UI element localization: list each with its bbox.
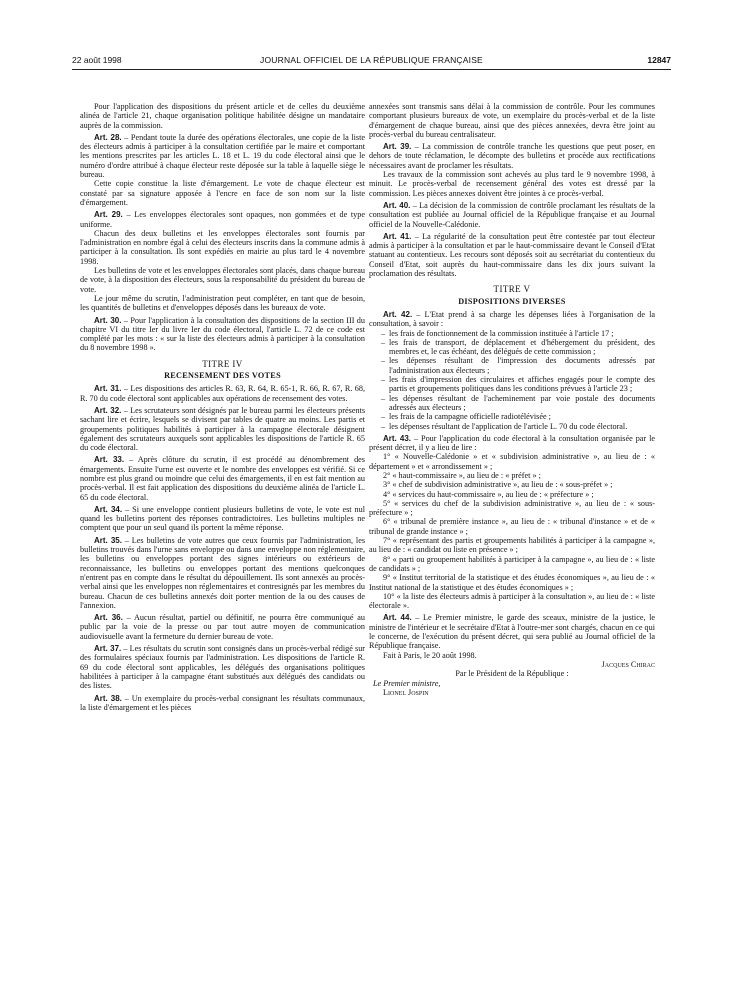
- article-label: Art. 33.: [94, 455, 125, 465]
- article-text: Aucun résultat, partiel ou définitif, ne pourra être communiqué au public par la voie de la presse ou par tout autre moyen de communication audiovisuelle avant la fermeture du dernier bureau de vote.: [80, 613, 365, 641]
- article-text: Un exemplaire du procès-verbal consignant les résultats communaux, la liste d'émargement et les pièces: [80, 693, 366, 712]
- article-35: Art. 35. – Les bulletins de vote autres que ceux fournis par l'administration, les bulletins trouvés dans l'urne sans enveloppe ou dans une enveloppe non réglementaire, les bulletins ou enveloppes portant des signes intérieurs ou extérieurs de reconnaissance, les bulletins ou enveloppes portant des mentions quelconques n'entrent pas en compte dans le résultat du dépouillement. Ils sont annexés au procès-verbal ainsi que les enveloppes non réglementaires et contresignés par les membres du bureau. Chacun de ces bulletins annexés doit porter mention de la ou des causes de l'annexion.: [80, 535, 366, 610]
- paragraph: Chacun des deux bulletins et les enveloppes électorales sont fournis par l'administration en nombre égal à celui des électeurs inscrits dans la commune admis à participer à la consultation. Ils sont expédiés en mairie au plus tard le 4 novembre 1998.: [80, 228, 365, 266]
- article-label: Art. 37.: [94, 644, 122, 654]
- article-label: Art. 36.: [94, 613, 123, 623]
- article-text: Le Premier ministre, le garde des sceaux, ministre de la justice, le ministre de l'intérieur et le secrétaire d'Etat à l'outre-mer sont chargés, chacun en ce qui le concerne, de l'exécution du présent décret, qui sera publié au Journal officiel de la République française.: [369, 613, 656, 651]
- article-43: Art. 43. – Pour l'application du code électoral à la consultation organisée par le présent décret, il y a lieu de lire :: [369, 433, 656, 453]
- article-31: Art. 31. – Les dispositions des articles R. 63, R. 64, R. 65-1, R. 66, R. 67, R. 68, R. 70 du code électoral sont applicables aux opérations de recensement des votes.: [80, 384, 366, 403]
- paragraph: Le jour même du scrutin, l'administration peut compléter, en tant que de besoin, les quantités de bulletins et d'enveloppes déposés dans les bureaux de vote.: [80, 293, 365, 313]
- article-28: Art. 28. – Pendant toute la durée des opérations électorales, une copie de la liste des électeurs admis à participer à la consultation certifiée par le maire et comportant les mentions prescrites par les articles L. 18 et L. 19 du code électoral ainsi que le numéro d'ordre attribué à chaque électeur reste déposée sur la table à laquelle siège le bureau.: [80, 132, 365, 180]
- article-38: Art. 38. – Un exemplaire du procès-verbal consignant les résultats communaux, la liste d'émargement et les pièces: [80, 693, 366, 712]
- list-item: 1° « Nouvelle-Calédonie » et « subdivision administrative », au lieu de : « département » et « arrondissement » ;: [369, 452, 655, 471]
- article-39: Art. 39. – La commission de contrôle tranche les questions que peut poser, en dehors de toute réclamation, le décompte des bulletins et procède aux rectifications nécessaires avant de proclamer les résultats.: [369, 142, 655, 170]
- article-32: Art. 32. – Les scrutateurs sont désignés par le bureau parmi les électeurs présents sachant lire et écrire, lesquels se divisent par tables de quatre au moins. Les partis et groupements politiques habilités à participer à la campagne électorale désignent également des scrutateurs auxquels sont applicables les dispositions de l'article R. 65 du code électoral.: [80, 405, 366, 453]
- article-label: Art. 28.: [94, 132, 122, 142]
- article-text: Les résultats du scrutin sont consignés dans un procès-verbal rédigé sur des formulaires spéciaux fournis par l'administration. Les dispositions de l'article R. 69 du code électoral sont applicables, les délégués des organisations politiques habilitées à participer à la campagne étant substitués aux délégués des candidats ou des listes.: [80, 644, 366, 691]
- header-page-number: 12847: [647, 55, 671, 65]
- article-text: Pour l'application à la consultation des dispositions de la section III du chapitre VI du titre Ier du livre Ier du code électoral, l'article L. 72 de ce code est complété par les mots : « sur la liste des électeurs admis à participer à la consultation du 8 novembre 1998 ».: [80, 315, 365, 353]
- titre-subheading: RECENSEMENT DES VOTES: [164, 371, 281, 381]
- article-label: Art. 44.: [383, 613, 412, 623]
- article-36: Art. 36. – Aucun résultat, partiel ou définitif, ne pourra être communiqué au public par la voie de la presse ou par tout autre moyen de communication audiovisuelle avant la fermeture du dernier bureau de vote.: [80, 613, 365, 641]
- paragraph: Les bulletins de vote et les enveloppes électorales sont placés, dans chaque bureau de vote, à la disposition des électeurs, sous la responsabilité du président du bureau de vote.: [80, 266, 365, 294]
- article-label: Art. 30.: [94, 315, 122, 325]
- header-journal-title: JOURNAL OFFICIEL DE LA RÉPUBLIQUE FRANÇAISE: [260, 55, 483, 65]
- header-rule: [72, 69, 671, 70]
- list-item: 2° « haut-commissaire », au lieu de : « préfet » ;: [383, 470, 541, 480]
- list-item: 3° « chef de subdivision administrative », au lieu de : « sous-préfet » ;: [383, 480, 613, 490]
- article-44: Art. 44. – Le Premier ministre, le garde des sceaux, ministre de la justice, le ministre de l'intérieur et le secrétaire d'Etat à l'outre-mer sont chargés, chacun en ce qui le concerne, de l'exécution du présent décret, qui sera publié au Journal officiel de la République française.: [369, 613, 656, 651]
- list-item: 9° « Institut territorial de la statistique et des études économiques », au lieu de : « Institut national de la statistique et des études économiques » ;: [369, 573, 655, 592]
- article-text: La décision de la commission de contrôle proclamant les résultats de la consultation est publiée au Journal officiel de la République française et au Journal officiel de la Nouvelle-Calédonie.: [369, 200, 656, 229]
- signature-president: Jacques Chirac: [601, 659, 655, 669]
- article-label: Art. 35.: [94, 535, 122, 545]
- article-text: L'Etat prend à sa charge les dépenses liées à l'organisation de la consultation, à savoir :: [369, 309, 656, 329]
- paragraph: Les travaux de la commission sont achevés au plus tard le 9 novembre 1998, à minuit. Le procès-verbal de recensement général des votes est dressé par la commission. Les pièces annexes doivent être jointes à ce procès-verbal.: [369, 170, 655, 198]
- article-label: Art. 32.: [94, 405, 122, 415]
- article-34: Art. 34. – Si une enveloppe contient plusieurs bulletins de vote, le vote est nul quand les bulletins portent des réponses contradictoires. Les bulletins multiples ne comptent que pour un seul quand ils portent la même réponse.: [80, 504, 366, 533]
- article-label: Art. 42.: [383, 309, 413, 319]
- list-item: – les dépenses résultant de l'application de l'article L. 70 du code électoral.: [369, 422, 655, 431]
- article-label: Art. 40.: [383, 200, 411, 210]
- article-label: Art. 34.: [94, 504, 123, 514]
- article-42: Art. 42. – L'Etat prend à sa charge les dépenses liées à l'organisation de la consultation, à savoir :: [369, 309, 656, 329]
- list-item: – les frais de fonctionnement de la commission instituée à l'article 17 ;: [369, 329, 655, 338]
- date-line: Fait à Paris, le 20 août 1998.: [383, 650, 477, 660]
- paragraph: annexées sont transmis sans délai à la commission de contrôle. Pour les communes comportant plusieurs bureaux de vote, un exemplaire du procès-verbal et de la liste d'émargement de chaque bureau, ainsi que des pièces annexées, devra être joint au procès-verbal du bureau centralisateur.: [369, 102, 655, 139]
- article-label: Art. 43.: [383, 433, 412, 443]
- article-30: Art. 30. – Pour l'application à la consultation des dispositions de la section III du chapitre VI du titre Ier du livre Ier du code électoral, l'article L. 72 de ce code est complété par les mots : « sur la liste des électeurs admis à participer à la consultation du 8 novembre 1998 ».: [80, 315, 365, 353]
- list-item: 10° « la liste des électeurs admis à participer à la consultation », au lieu de : « liste électorale ».: [369, 591, 655, 611]
- list-item: – les frais d'impression des circulaires et affiches engagés pour le compte des partis et groupements politiques dans les conditions prévues à l'article 23 ;: [369, 375, 655, 394]
- article-text: Après clôture du scrutin, il est procédé au dénombrement des émargements. Ensuite l'urne est ouverte et le nombre des enveloppes est vérifié. Si ce nombre est plus grand ou moindre que celui des émargements, il en est fait mention au procès-verbal. Il est fait application des dispositions du deuxième alinéa de l'article L. 65 du code électoral.: [80, 455, 365, 502]
- list-item: – les frais de la campagne officielle radiotélévisée ;: [369, 412, 655, 421]
- article-text: La commission de contrôle tranche les questions que peut poser, en dehors de toute réclamation, le décompte des bulletins et procède aux rectifications nécessaires avant de proclamer les résultats.: [369, 142, 655, 170]
- article-41: Art. 41. – La régularité de la consultation peut être contestée par tout électeur admis à participer à la consultation et par le haut-commissaire devant le Conseil d'Etat statuant au contentieux. Les recours sont déposés soit au secrétariat du contentieux du Conseil d'Etat, soit auprès du haut-commissaire dans les dix jours suivant la proclamation des résultats.: [369, 231, 655, 279]
- paragraph: Pour l'application des dispositions du présent article et de celles du deuxième alinéa de l'article 21, chaque organisation politique habilitée désigne un mandataire auprès de la commission.: [80, 102, 365, 130]
- signature-premier-ministre-name: Lionel Jospin: [383, 687, 429, 697]
- list-item: 6° « tribunal de première instance », au lieu de : « tribunal d'instance » et de « tribunal de grande instance » ;: [369, 517, 655, 536]
- article-label: Art. 31.: [94, 384, 122, 394]
- article-text: Pendant toute la durée des opérations électorales, une copie de la liste des électeurs admis à participer à la consultation certifiée par le maire et comportant les mentions prescrites par les articles L. 18 et L. 19 du code électoral ainsi que le numéro d'ordre attribué à chaque électeur reste déposée sur la table à laquelle siège le bureau.: [80, 132, 365, 180]
- list-item: – les dépenses résultant de l'acheminement par voie postale des documents adressés aux électeurs ;: [369, 394, 655, 413]
- article-40: Art. 40. – La décision de la commission de contrôle proclamant les résultats de la consultation est publiée au Journal officiel de la République française et au Journal officiel de la Nouvelle-Calédonie.: [369, 200, 656, 229]
- paragraph: Cette copie constitue la liste d'émargement. Le vote de chaque électeur est constaté par sa signature apposée à l'encre en face de son nom sur la liste d'émargement.: [80, 179, 365, 207]
- article-label: Art. 38.: [94, 693, 122, 703]
- signature-premier-ministre-title: Le Premier ministre,: [373, 678, 441, 688]
- article-text: Les bulletins de vote autres que ceux fournis par l'administration, les bulletins trouvés dans l'urne sans enveloppe ou dans une enveloppe non réglementaire, les bulletins ou enveloppes portant des signes intérieurs ou extérieurs de reconnaissance, les bulletins ou enveloppes portant des mentions quelconques n'entrent pas en compte dans le résultat du dépouillement. Ils sont annexés au procès-verbal ainsi que les enveloppes non réglementaires et contresignés par les membres du bureau. Chacun de ces bulletins annexés doit porter mention de la ou des causes de l'annexion.: [80, 535, 366, 610]
- header-date: 22 août 1998: [72, 55, 122, 65]
- list-item: – les dépenses résultant de l'impression des documents adressés par l'administration aux électeurs ;: [369, 356, 655, 375]
- list-item: 8° « parti ou groupement habilités à participer à la campagne », au lieu de : « liste de candidats » ;: [369, 554, 655, 573]
- list-item: 5° « services du chef de la subdivision administrative », au lieu de : « sous-préfecture » ;: [369, 498, 655, 518]
- article-29: Art. 29. – Les enveloppes électorales sont opaques, non gommées et de type uniforme.: [80, 210, 365, 229]
- article-label: Art. 39.: [383, 142, 412, 152]
- article-37: Art. 37. – Les résultats du scrutin sont consignés dans un procès-verbal rédigé sur des formulaires spéciaux fournis par l'administration. Les dispositions de l'article R. 69 du code électoral sont applicables, les délégués des organisations politiques habilitées à participer à la campagne étant substitués aux délégués des candidats ou des listes.: [80, 644, 366, 691]
- article-33: Art. 33. – Après clôture du scrutin, il est procédé au dénombrement des émargements. Ensuite l'urne est ouverte et le nombre des enveloppes est vérifié. Si ce nombre est plus grand ou moindre que celui des émargements, il en est fait mention au procès-verbal. Il est fait application des dispositions du deuxième alinéa de l'article L. 65 du code électoral.: [80, 455, 365, 502]
- list-item: – les frais de transport, de déplacement et d'hébergement du président, des membres et, le cas échéant, des délégués de cette commission ;: [369, 338, 655, 357]
- article-text: Si une enveloppe contient plusieurs bulletins de vote, le vote est nul quand les bulletins portent des réponses contradictoires. Les bulletins multiples ne comptent que pour un seul quand ils portent la même réponse.: [80, 504, 366, 533]
- right-column: [369, 102, 655, 697]
- titre-heading: TITRE IV: [202, 358, 243, 369]
- left-column: [80, 102, 365, 712]
- article-label: Art. 29.: [94, 210, 123, 220]
- article-text: Pour l'application du code électoral à la consultation organisée par le présent décret, il y a lieu de lire :: [369, 433, 656, 453]
- list-item: 7° « représentant des partis et groupements habilités à participer à la campagne », au lieu de : « candidat ou liste en présence » ;: [369, 536, 655, 555]
- article-text: Les dispositions des articles R. 63, R. 64, R. 65-1, R. 66, R. 67, R. 68, R. 70 du code électoral sont applicables aux opérations de recensement des votes.: [80, 384, 366, 403]
- article-label: Art. 41.: [383, 231, 412, 241]
- article-text: Les scrutateurs sont désignés par le bureau parmi les électeurs présents sachant lire et écrire, lesquels se divisent par tables de quatre au moins. Les partis et groupements politiques habilités à participer à la campagne électorale désignent également des scrutateurs auxquels sont applicables les dispositions de l'article R. 65 du code électoral.: [80, 405, 366, 453]
- signature-by-president: Par le Président de la République :: [455, 669, 569, 679]
- titre-heading: TITRE V: [493, 284, 531, 295]
- article-text: La régularité de la consultation peut être contestée par tout électeur admis à participer à la consultation et par le haut-commissaire devant le Conseil d'Etat statuant au contentieux. Les recours sont déposés soit au secrétariat du contentieux du Conseil d'Etat, soit auprès du haut-commissaire dans les dix jours suivant la proclamation des résultats.: [369, 231, 655, 279]
- page-header: [72, 55, 671, 69]
- titre-subheading: DISPOSITIONS DIVERSES: [458, 296, 566, 306]
- list-item: 4° « services du haut-commissaire », au lieu de : « préfecture » ;: [383, 489, 594, 499]
- article-text: Les enveloppes électorales sont opaques, non gommées et de type uniforme.: [80, 210, 365, 229]
